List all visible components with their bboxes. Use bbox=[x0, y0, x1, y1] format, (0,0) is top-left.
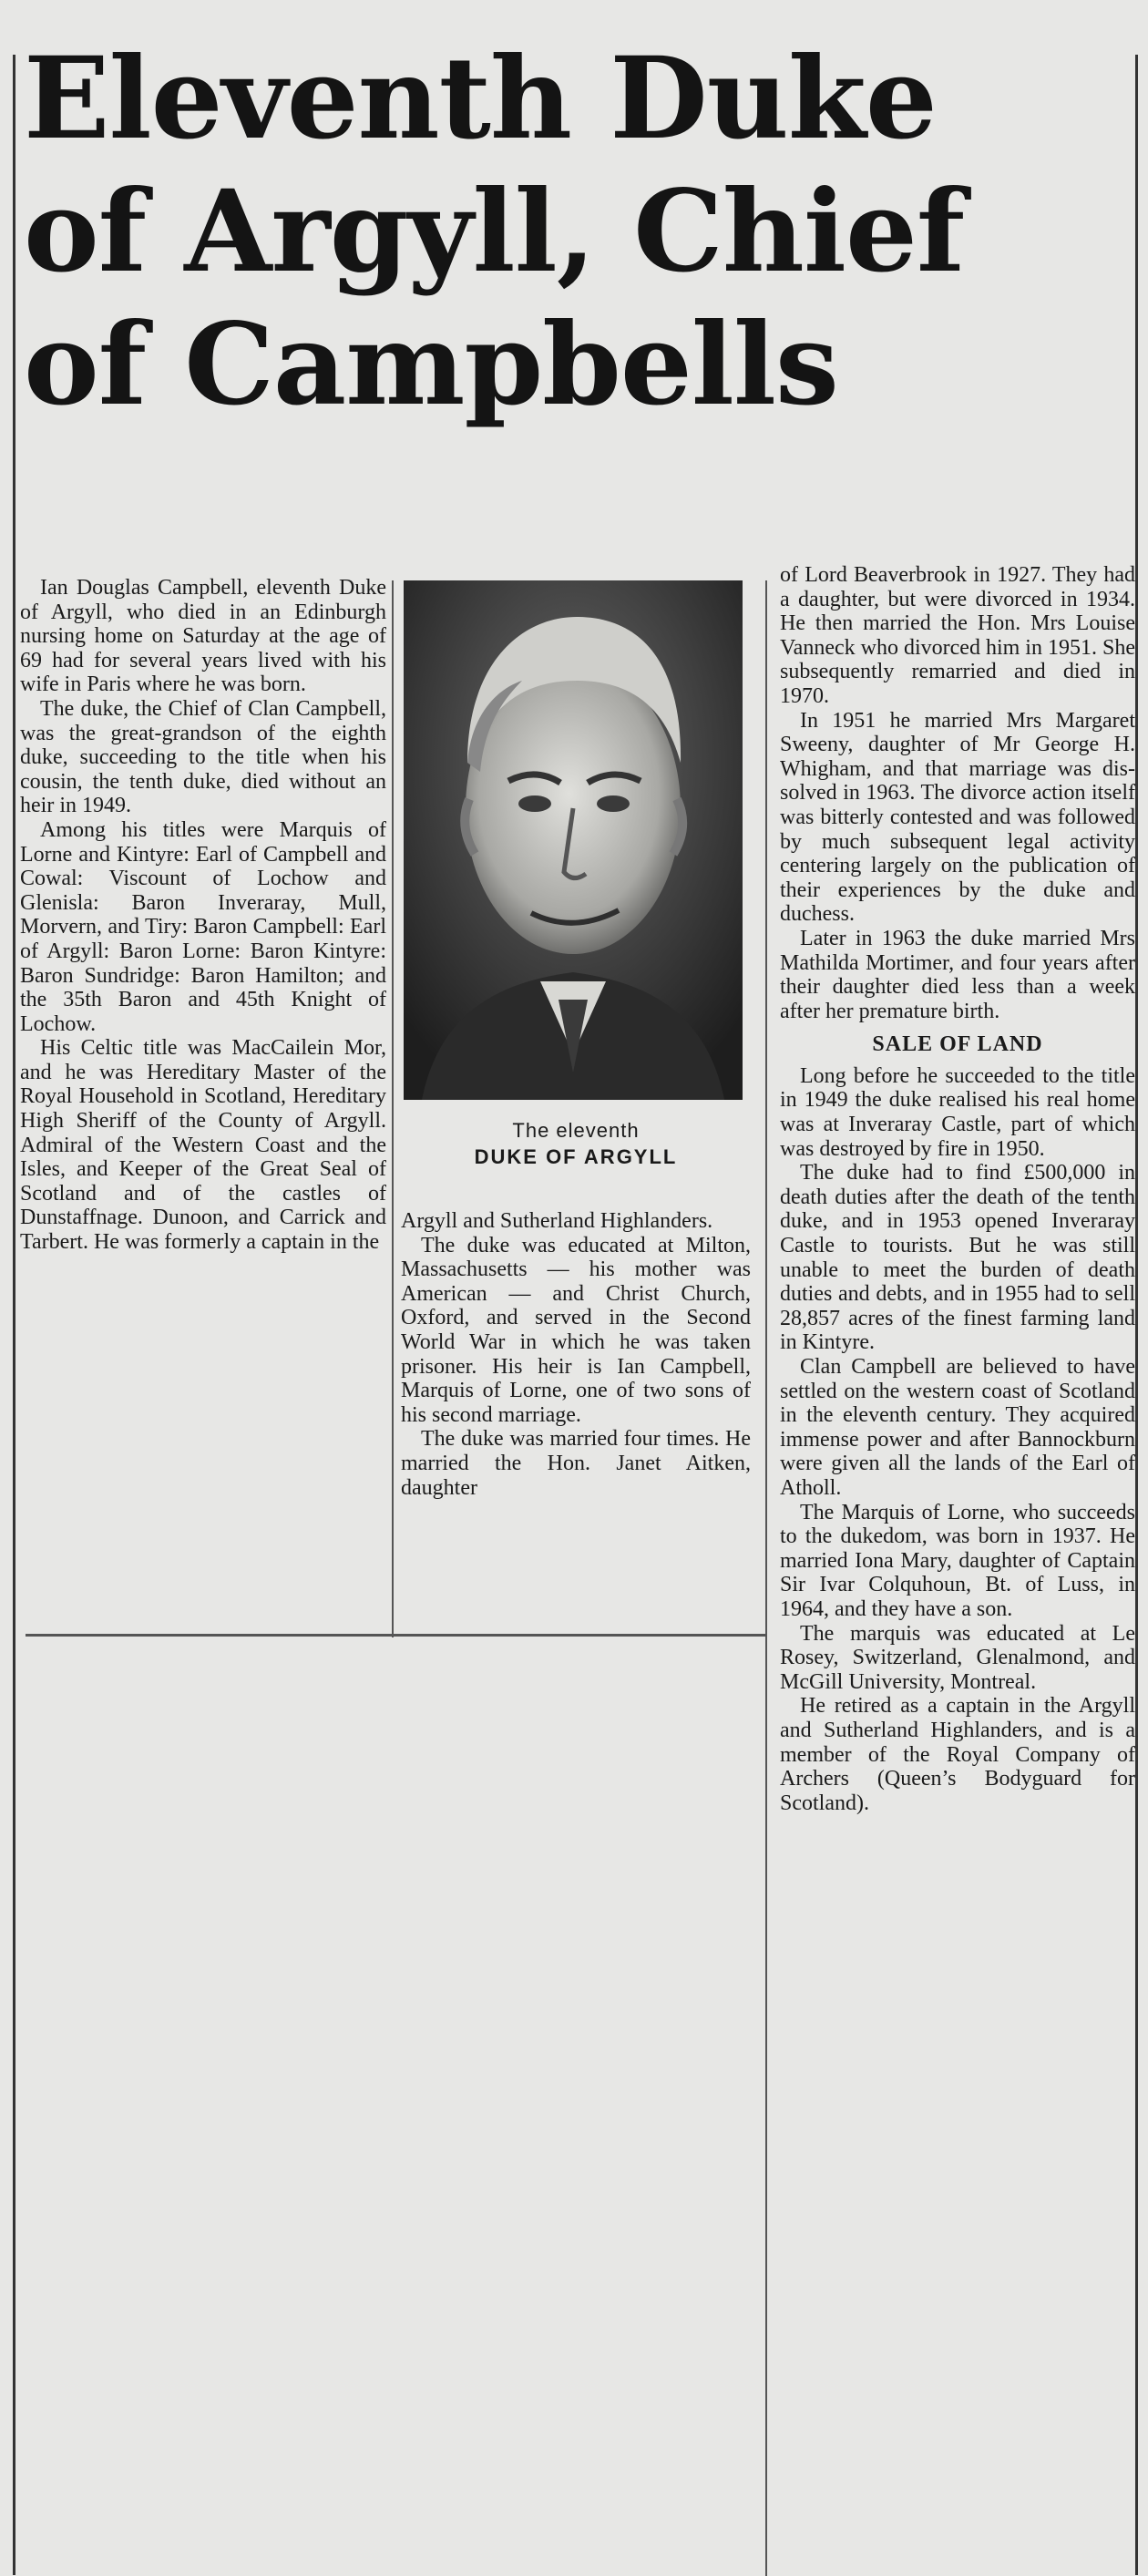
subheading: SALE OF LAND bbox=[872, 1032, 1043, 1057]
caption-line-1: The eleventh bbox=[512, 1119, 640, 1142]
article-column-2 bbox=[401, 1209, 751, 1500]
paragraph: The duke had to find £500,000 in death duties after the death of the tenth duke, and in 1953 opened Inveraray Castle to tourists. But he was still unable to meet the burden of death duties and debts, and in 1955 had to sell 28,857 acres of the finest farming land in Kintyre. bbox=[780, 1161, 1135, 1355]
left-column-rule bbox=[13, 55, 15, 2575]
paragraph: In 1951 he married Mrs Margaret Sweeny, daughter of Mr George H. Whigham, and that marriage was dissolved in 1963. The divorce action itself was bitterly contested and was followed by much subsequent legal activity centering largely on the publication of their experiences by the duke and duchess. bbox=[780, 708, 1135, 927]
portrait-image bbox=[404, 580, 743, 1100]
paragraph: Later in 1963 the duke married Mrs Mathilda Mortimer, and four years after their daughter died less than a week after her premature birth. bbox=[780, 926, 1135, 1023]
headline-line-2: of Argyll, Chief bbox=[24, 166, 965, 298]
column-divider bbox=[392, 580, 394, 1637]
paragraph: The duke was educated at Milton, Massachusetts — his mother was American — and Christ Church, Oxford, and served in the Second World War in which he was taken prisoner. His heir is Ian Campbell, Marquis of Lorne, one of two sons of his second marriage. bbox=[401, 1233, 751, 1427]
article-column-3 bbox=[780, 563, 1135, 1815]
paragraph: Long before he succeeded to the title in 1949 the duke realised his real home was at Inveraray Castle, part of which was destroyed by fire in 1950. bbox=[780, 1063, 1135, 1161]
article-column-1 bbox=[20, 576, 386, 1255]
paragraph: His Celtic title was MacCailein Mor, and he was Hereditary Master of the Royal Household in Scotland, Hereditary High Sheriff of the County of Argyll. Admiral of the Western Coast and the Isles, and Keeper of the Great Seal of Scotland and of the castles of Dunstaffnage. Dunoon, and Carrick and Tarbert. He was formerly a captain in the bbox=[20, 1036, 386, 1255]
photo-caption bbox=[401, 1117, 751, 1170]
paragraph: Argyll and Sutherland Highlanders. bbox=[401, 1209, 713, 1233]
paragraph: of Lord Beaverbrook in 1927. They had a daughter, but were divorced in 1934. He then married the Hon. Mrs Louise Vanneck who divorced him in 1951. She subsequently remarried and died in 1970. bbox=[780, 563, 1135, 708]
portrait-photo bbox=[404, 580, 743, 1100]
headline bbox=[24, 33, 1126, 432]
headline-line-1: Eleventh Duke bbox=[24, 33, 937, 165]
paragraph: The duke was married four times. He married the Hon. Janet Aitken, daughter bbox=[401, 1427, 751, 1500]
horizontal-rule bbox=[26, 1634, 765, 1637]
paragraph: He retired as a captain in the Argyll and Sutherland Highlanders, and is a member of the Royal Company of Archers (Queen’s Bodyguard for Scotland). bbox=[780, 1694, 1135, 1815]
paragraph: The Marquis of Lorne, who succeeds to the dukedom, was born in 1937. He married Iona Mary, daughter of Captain Sir Ivar Colquhoun, Bt. of Luss, in 1964, and they have a son. bbox=[780, 1500, 1135, 1621]
right-column-rule bbox=[1135, 55, 1138, 2575]
paragraph: Clan Campbell are believed to have settled on the western coast of Scotland in the eleventh century. They acquired immense power and after Bannockburn were given all the lands of the Earl of Atholl. bbox=[780, 1355, 1135, 1500]
paragraph: Among his titles were Marquis of Lorne and Kintyre: Earl of Campbell and Cowal: Viscount of Lochow and Glenisla: Baron Inveraray, Mull, Morvern, and Tiry: Baron Campbell: Earl of Argyll: Baron Lorne: Baron Kintyre: Baron Sundridge: Baron Hamilton; and the 35th Baron and 45th Knight of Lochow. bbox=[20, 817, 386, 1036]
column-divider bbox=[765, 580, 767, 2576]
headline-line-3: of Campbells bbox=[24, 299, 838, 431]
paragraph: Ian Douglas Campbell, eleventh Duke of Argyll, who died in an Edinburgh nursing home on Saturday at the age of 69 had for several years lived with his wife in Paris where he was born. bbox=[20, 576, 386, 697]
paragraph: The marquis was educated at Le Rosey, Switzerland, Glenalmond, and McGill University, Montreal. bbox=[780, 1621, 1135, 1694]
paragraph: The duke, the Chief of Clan Campbell, was the great-grandson of the eighth duke, succeeding to the title when his cousin, the tenth duke, died without an heir in 1949. bbox=[20, 696, 386, 818]
caption-line-2: DUKE OF ARGYLL bbox=[474, 1145, 678, 1168]
